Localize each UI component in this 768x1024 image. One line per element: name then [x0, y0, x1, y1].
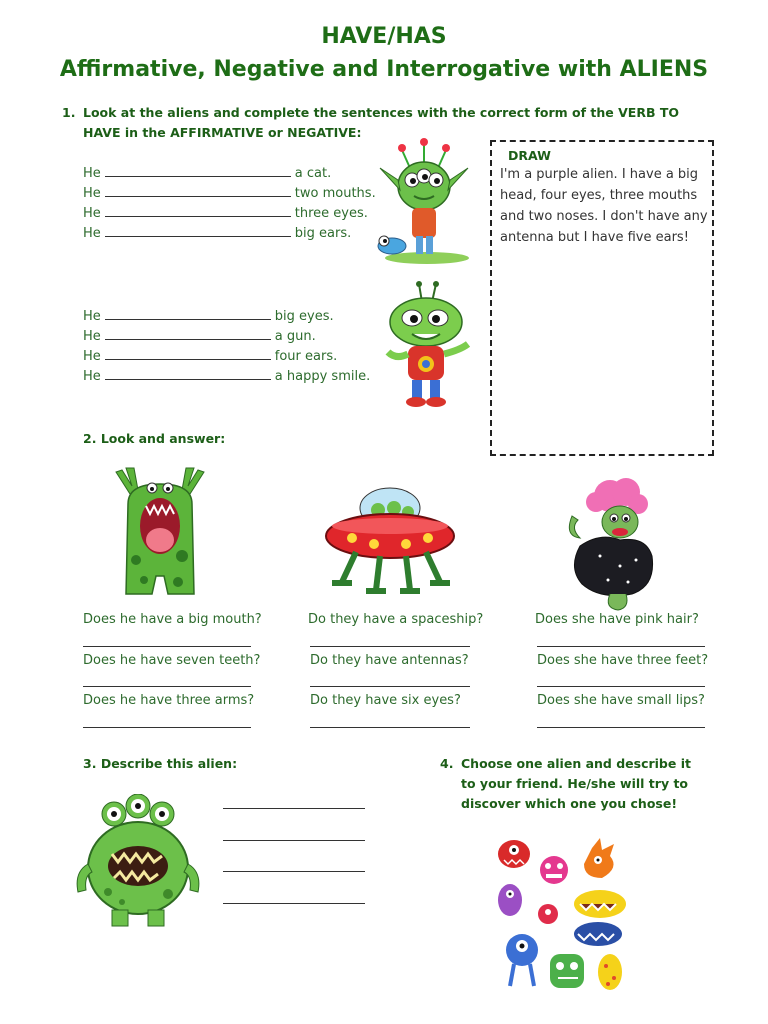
write-line[interactable] [223, 840, 365, 841]
monster-blue-icon [574, 922, 622, 946]
page-title: HAVE/HAS [321, 24, 447, 49]
answer-blank[interactable] [105, 347, 271, 360]
sentence-subject: He [83, 226, 101, 241]
sentence-row [83, 184, 376, 204]
sentence-rest: big ears. [294, 226, 352, 241]
describe-monster-image [72, 794, 204, 932]
question-2-1: Do they have a spaceship? [308, 612, 484, 627]
sentence-subject: He [83, 166, 101, 181]
question-2-2: Do they have antennas? [310, 653, 469, 668]
ex2-instruction [83, 429, 225, 449]
answer-line[interactable] [537, 727, 705, 728]
answer-blank[interactable] [105, 307, 271, 320]
ex3-instruction-text: Describe this alien: [100, 756, 238, 771]
ex4-instruction-line1: Choose one alien and describe it [461, 756, 691, 771]
monster-purple-icon [498, 884, 522, 916]
monster-small-red-icon [538, 904, 558, 924]
answer-blank[interactable] [105, 184, 291, 197]
answer-blank[interactable] [105, 367, 271, 380]
write-line[interactable] [223, 808, 365, 809]
sentence-rest: a cat. [294, 166, 332, 181]
answer-line[interactable] [83, 727, 251, 728]
monster-pink-icon [540, 856, 568, 884]
page-subtitle: Affirmative, Negative and Interrogative with ALIENS [59, 57, 709, 82]
sentence-row [83, 347, 370, 367]
answer-blank[interactable] [105, 204, 291, 217]
sentence-row [83, 327, 370, 347]
ex1-group-a [83, 164, 376, 244]
sentence-row [83, 164, 376, 184]
sentence-subject: He [83, 206, 101, 221]
answer-blank[interactable] [105, 224, 291, 237]
sentence-rest: four ears. [274, 349, 338, 364]
answer-blank[interactable] [105, 327, 271, 340]
monster-big-mouth-image [108, 464, 212, 604]
question-1-3: Does he have three arms? [83, 693, 255, 708]
answer-line[interactable] [83, 686, 251, 687]
ex1-group-b [83, 307, 370, 387]
alien-three-eyes-image [372, 138, 472, 266]
draw-label: DRAW [508, 148, 551, 163]
ex2-instruction-text: Look and answer: [100, 431, 226, 446]
sentence-rest: a gun. [274, 329, 316, 344]
answer-line[interactable] [310, 686, 470, 687]
sentence-rest: big eyes. [274, 309, 334, 324]
alien-big-eyes-image [374, 280, 474, 410]
sentence-row [83, 204, 376, 224]
sentence-subject: He [83, 186, 101, 201]
ex3-instruction [83, 754, 237, 774]
monster-orange-icon [584, 838, 614, 878]
question-3-3: Does she have small lips? [537, 693, 705, 708]
sentence-subject: He [83, 329, 101, 344]
write-line[interactable] [223, 903, 365, 904]
draw-description: I'm a purple alien. I have a big head, four eyes, three mouths and two noses. I don't have any antenna but I have five ears! [500, 167, 708, 245]
question-2-3: Do they have six eyes? [310, 693, 461, 708]
answer-line[interactable] [537, 646, 705, 647]
sentence-row [83, 224, 376, 244]
ex1-instruction-line2: HAVE in the AFFIRMATIVE or NEGATIVE: [83, 125, 362, 140]
ex1-instruction-line1: Look at the aliens and complete the sentences with the correct form of the VERB TO [83, 105, 679, 120]
sentence-rest: two mouths. [294, 186, 376, 201]
sentence-rest: three eyes. [294, 206, 368, 221]
ex2-number: 2. [83, 431, 97, 446]
monster-collage-image [488, 834, 638, 998]
monster-blue-cyclops-icon [506, 934, 538, 986]
monster-green-icon [550, 954, 584, 988]
answer-line[interactable] [310, 727, 470, 728]
monster-yellow-icon [574, 890, 626, 918]
question-3-1: Does she have pink hair? [535, 612, 699, 627]
sentence-row [83, 367, 370, 387]
ex1-number: 1. [62, 105, 76, 120]
pink-hair-alien-image [560, 476, 664, 614]
ex4-instruction-line3: discover which one you chose! [461, 796, 678, 811]
spaceship-image [322, 486, 458, 608]
monster-red-icon [498, 840, 530, 868]
sentence-rest: a happy smile. [274, 369, 371, 384]
ex3-number: 3. [83, 756, 97, 771]
answer-line[interactable] [310, 646, 470, 647]
question-1-2: Does he have seven teeth? [83, 653, 261, 668]
question-1-1: Does he have a big mouth? [83, 612, 262, 627]
sentence-subject: He [83, 369, 101, 384]
answer-line[interactable] [83, 646, 251, 647]
question-3-2: Does she have three feet? [537, 653, 709, 668]
monster-yellow-dotted-icon [598, 954, 622, 990]
ex4-number: 4. [440, 756, 454, 771]
sentence-subject: He [83, 309, 101, 324]
sentence-row [83, 307, 370, 327]
sentence-subject: He [83, 349, 101, 364]
ex4-instruction-line2: to your friend. He/she will try to [461, 776, 689, 791]
write-line[interactable] [223, 871, 365, 872]
answer-line[interactable] [537, 686, 705, 687]
answer-blank[interactable] [105, 164, 291, 177]
